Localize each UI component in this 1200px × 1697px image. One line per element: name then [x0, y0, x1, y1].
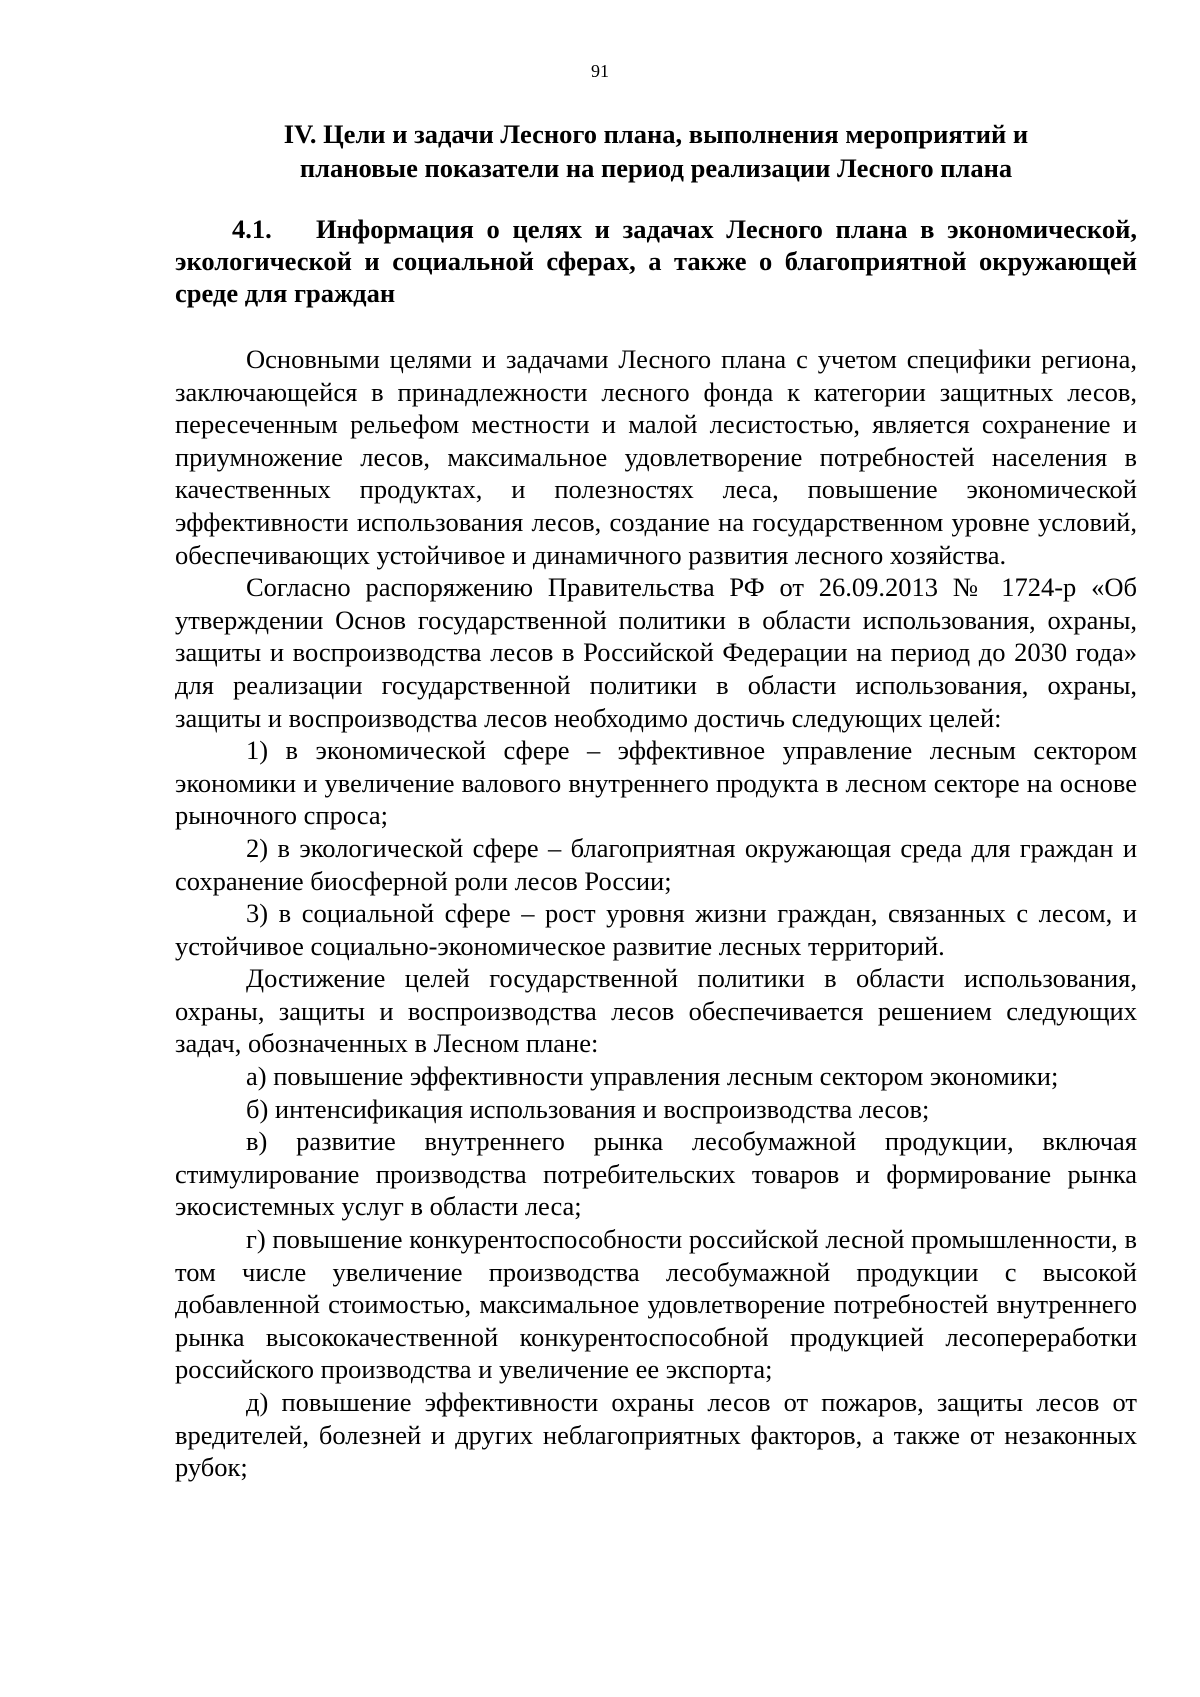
list-item: г) повышение конкурентоспособности российской лесной промышленности, в том числе увеличение производства лесобумажной продукции с высокой добавленной стоимостью, максимальное удовлетворение потребностей внутреннего рынка высококачественной конкурентоспособной продукцией лесопереработки российского производства и увеличение ее экспорта; [175, 1224, 1137, 1385]
list-item: 2) в экологической сфере – благоприятная окружающая среда для граждан и сохранение биосферной роли лесов России; [175, 832, 1137, 896]
list-item: в) развитие внутреннего рынка лесобумажной продукции, включая стимулирование производства потребительских товаров и формирование рынка экосистемных услуг в области леса; [175, 1126, 1137, 1222]
paragraph: Основными целями и задачами Лесного плана с учетом специфики региона, заключающейся в принадлежности лесного фонда к категории защитных лесов, пересеченным рельефом местности и малой лесистостью, является сохранение и приумножение лесов, максимальное удовлетворение потребностей населения в качественных продуктах, и полезностях леса, повышение экономической эффективности использования лесов, создание на государственном уровне условий, обеспечивающих устойчивое и динамичного развития лесного хозяйства. [175, 344, 1137, 570]
page-number: 91 [591, 61, 609, 81]
paragraph: Достижение целей государственной политики в области использования, охраны, защиты и воспроизводства лесов обеспечивается решением следующих задач, обозначенных в Лесном плане: [175, 963, 1137, 1059]
section-heading-text: Информация о целях и задачах Лесного плана в экономической, экологической и социальной сферах, а также о благоприятной окружающей среде для граждан [175, 214, 1137, 308]
paragraph: Согласно распоряжению Правительства РФ от 26.09.2013 № 1724-р «Об утверждении Основ государственной политики в области использования, охраны, защиты и воспроизводства лесов в Российской Федерации на период до 2030 года» для реализации государственной политики в области использования, охраны, защиты и воспроизводства лесов необходимо достичь следующих целей: [175, 572, 1137, 733]
page-title [175, 117, 1137, 185]
list-item: д) повышение эффективности охраны лесов от пожаров, защиты лесов от вредителей, болезней и других неблагоприятных факторов, а также от незаконных рубок; [175, 1387, 1137, 1483]
list-item: 3) в социальной сфере – рост уровня жизни граждан, связанных с лесом, и устойчивое социально-экономическое развитие лесных территорий. [175, 898, 1137, 961]
list-item: 1) в экономической сфере – эффективное управление лесным сектором экономики и увеличение валового внутреннего продукта в лесном секторе на основе рыночного спроса; [175, 735, 1137, 831]
title-line-1: IV. Цели и задачи Лесного плана, выполнения мероприятий и [283, 119, 1029, 149]
body-text [175, 343, 1137, 1484]
list-item: б) интенсификация использования и воспроизводства лесов; [246, 1093, 930, 1124]
list-item: а) повышение эффективности управления лесным сектором экономики; [246, 1061, 1059, 1092]
section-heading [175, 213, 1137, 309]
section-number: 4.1. [232, 214, 272, 244]
title-line-2: плановые показатели на период реализации Лесного плана [299, 153, 1013, 183]
